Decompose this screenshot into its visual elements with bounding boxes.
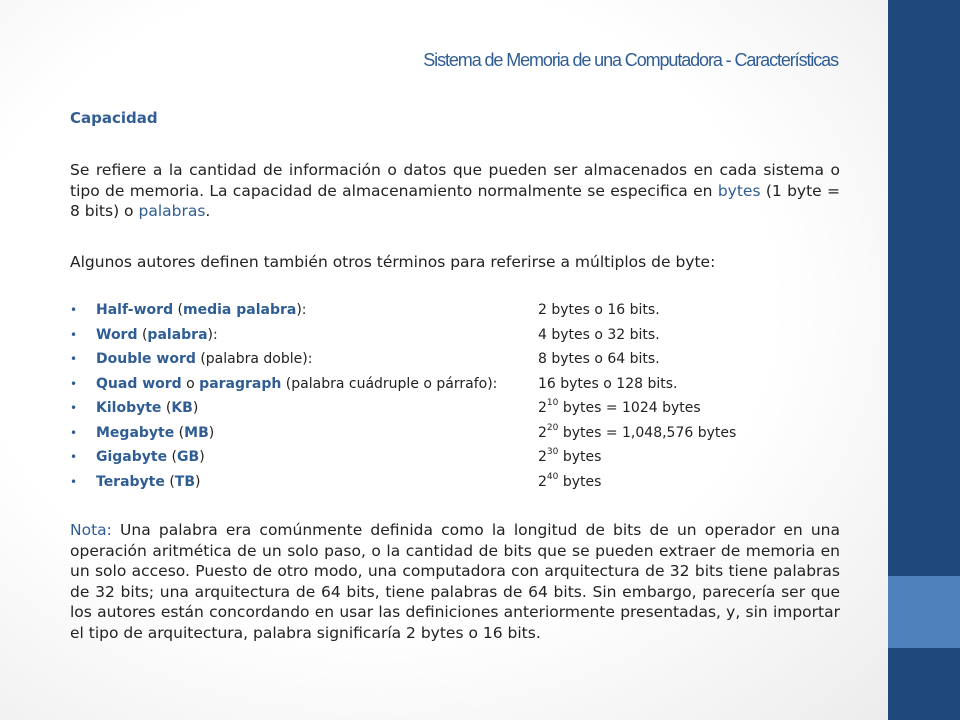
term-rest: ): [207,326,218,343]
words-term: palabras [138,202,206,220]
term-alt: paragraph [199,375,282,392]
list-term [96,396,198,421]
term-mid: ( [137,326,148,343]
list-value [538,445,601,470]
bullet-icon: • [70,352,78,366]
term-name: Half-word [96,302,174,318]
list-value: 2 bytes o 16 bits. [538,302,660,318]
bytes-term: bytes [717,181,761,200]
list-item [70,445,840,470]
capacity-paragraph [70,160,840,222]
bullet-icon: • [70,474,78,489]
list-value [538,421,736,446]
term-name: Quad word [96,375,182,392]
term-alt: palabra [147,326,208,343]
term-name: Word [96,326,138,343]
bullet-icon: • [70,376,78,391]
paragraph-end: . [205,202,211,220]
term-rest: ) [192,400,199,416]
term-mid: ( [164,473,175,490]
section-heading: Capacidad [70,109,158,127]
note-paragraph [70,520,840,643]
list-value [538,470,601,495]
bullet-icon: • [70,450,78,464]
list-term [96,323,218,348]
list-value: 4 bytes o 32 bits. [538,326,660,343]
list-value [538,396,701,421]
bullet-icon: • [70,303,78,317]
list-item [70,372,840,397]
term-mid: ( [167,449,178,465]
paragraph-mid: (1 byte = 8 bits) o [70,181,840,220]
sidebar-accent-block [888,576,960,648]
power-exponent: 20 [546,422,559,433]
note-text: Una palabra era comúnmente definida como la longitud de bits de un operador en una operación aritmética de un solo paso, o la cantidad de bits que se pueden extraer de memoria en un solo acceso. Puesto de otro modo, una computadora con arquitectura de 32 bits tiene palabras de 32 bits; una arquitectura de 64 bits, tiene palabras de 64 bits. Sin embargo, parecería ser que los autores están concordando en usar las definiciones anteriormente presentadas, y, sin importar el tipo de arquitectura, palabra significaría 2 bytes o 16 bits. [70,521,840,642]
power-rest: bytes [558,473,602,490]
list-value: 16 bytes o 128 bits. [538,375,678,392]
slide-title: Sistema de Memoria de una Computadora - Características [423,50,838,70]
term-rest: ) [199,449,205,465]
list-term [96,470,201,495]
term-name: Megabyte [96,424,175,441]
list-item [70,323,840,348]
list-item [70,396,840,421]
power-base: 2 [538,473,547,490]
term-alt: TB [174,473,196,490]
list-item [70,347,840,372]
power-exponent: 40 [546,471,559,482]
power-base: 2 [538,424,547,441]
term-mid: ( [173,302,184,318]
term-alt: media palabra [183,302,297,318]
term-alt: GB [177,449,200,465]
list-item [70,298,840,323]
list-item [70,421,840,446]
term-alt: MB [184,424,209,441]
power-exponent: 30 [546,447,559,458]
list-value: 8 bytes o 64 bits. [538,351,660,367]
paragraph-intro: Se refiere a la cantidad de información o datos que pueden ser almacenados en cada sistema o tipo de memoria. La capacidad de almacenamiento normalmente se especifica en [70,161,840,200]
term-name: Double word [96,351,196,367]
term-name: Gigabyte [96,449,168,465]
term-name: Kilobyte [96,400,162,416]
list-term [96,372,497,397]
bullet-icon: • [70,425,78,440]
term-rest: ): [296,302,307,318]
power-rest: bytes = 1,048,576 bytes [558,424,737,441]
list-term [96,298,307,323]
list-term [96,421,214,446]
term-mid: ( [161,400,172,416]
term-mid: o [181,375,200,392]
list-term [96,347,312,372]
note-label: Nota: [70,521,112,539]
byte-multiples-list [70,298,840,494]
bullet-icon: • [70,401,78,415]
term-name: Terabyte [96,473,165,490]
slide-content [70,108,840,643]
power-rest: bytes = 1024 bytes [558,400,701,416]
term-rest: ) [195,473,201,490]
term-mid: (palabra doble): [195,351,313,367]
power-base: 2 [538,449,547,465]
multiples-intro: Algunos autores definen también otros términos para referirse a múltiplos de byte: [70,252,716,271]
list-term [96,445,205,470]
power-exponent: 10 [546,398,559,409]
term-alt: KB [171,400,193,416]
power-rest: bytes [558,449,602,465]
bullet-icon: • [70,327,78,342]
list-item [70,470,840,495]
term-rest: ) [208,424,215,441]
power-base: 2 [538,400,547,416]
term-rest: (palabra cuádruple o párrafo): [281,375,498,392]
term-mid: ( [174,424,185,441]
